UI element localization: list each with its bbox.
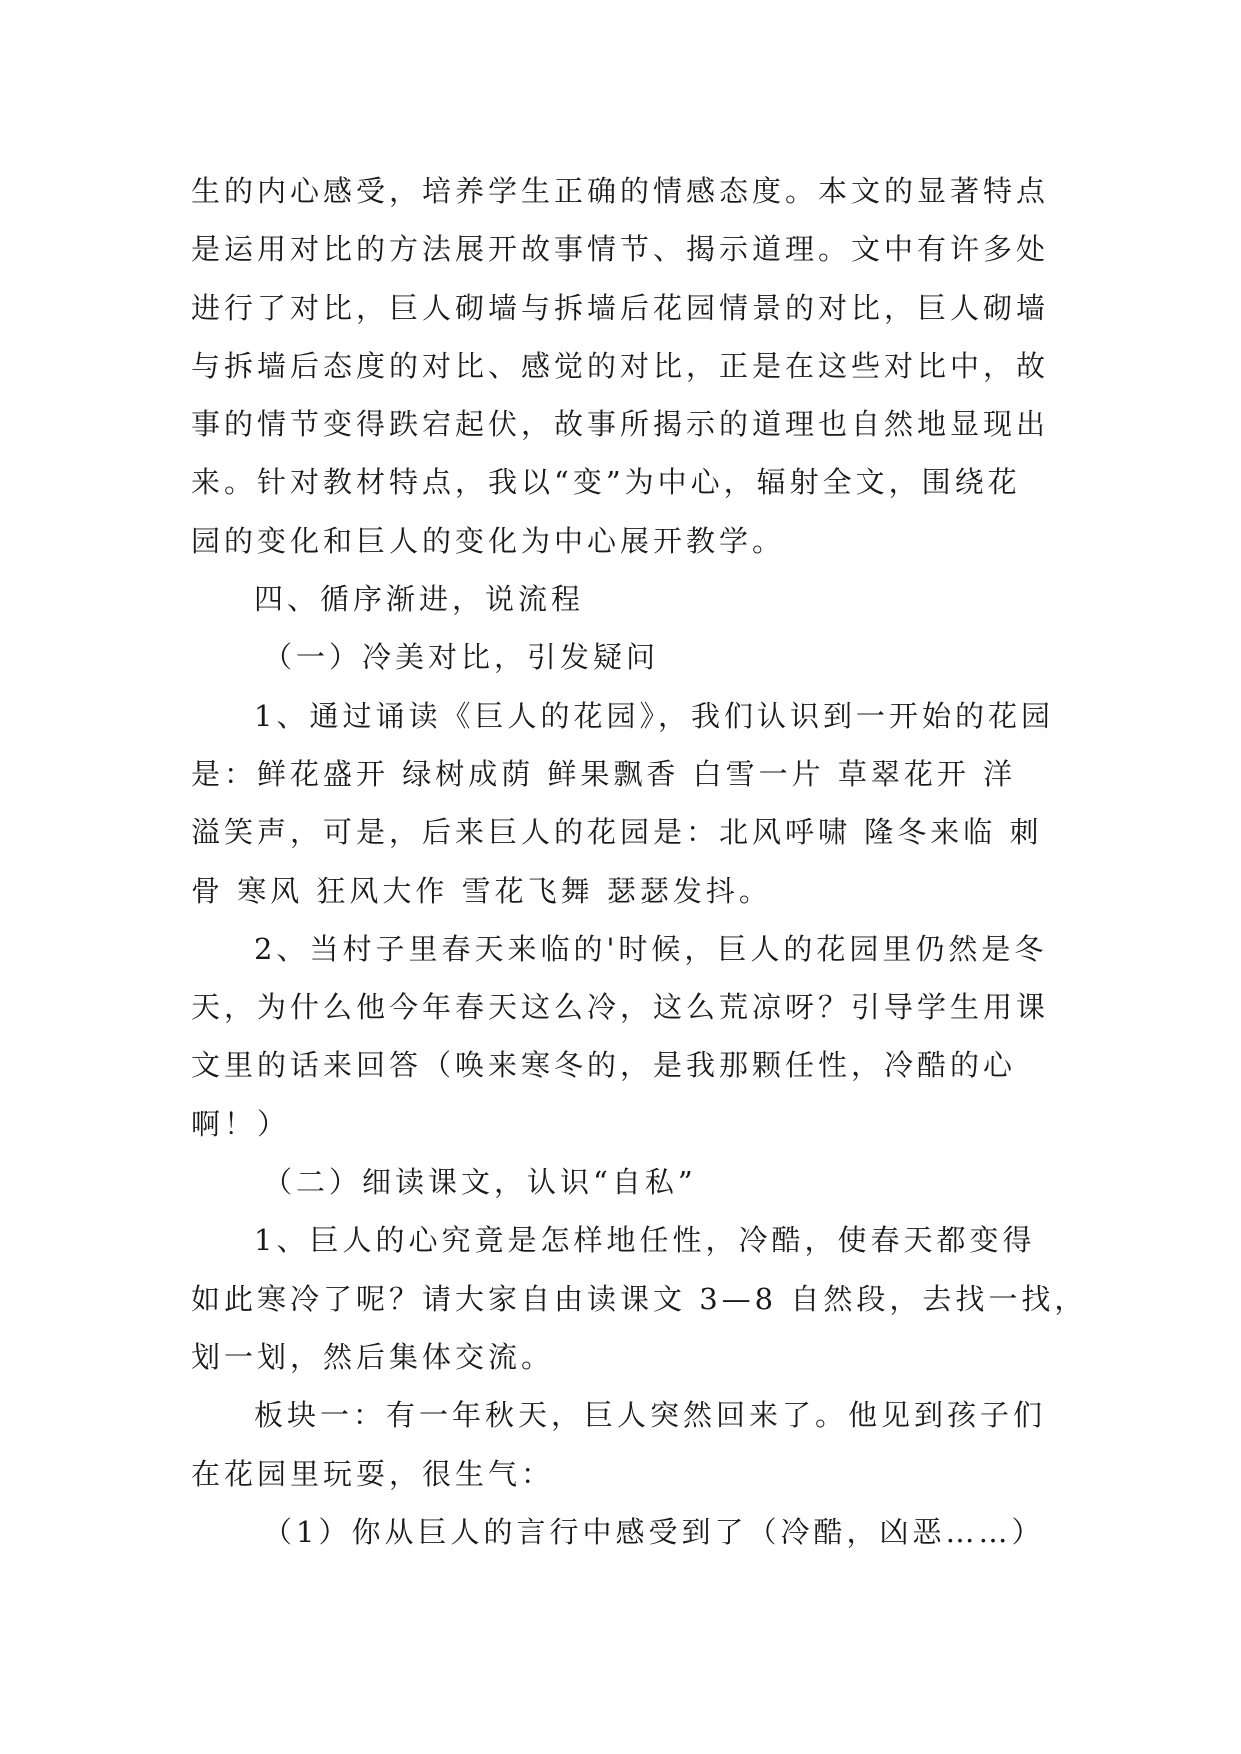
list-item-1-line-2: 是：鲜花盛开 绿树成荫 鲜果飘香 白雪一片 草翠花开 洋 xyxy=(191,756,1017,791)
block-1-item-1: （1）你从巨人的言行中感受到了（冷酷，凶恶……） xyxy=(263,1514,1045,1549)
list-item-2-line-3: 文里的话来回答（唤来寒冬的，是我那颗任性，冷酷的心 xyxy=(191,1048,1017,1083)
list-item-1-line-4: 骨 寒风 狂风大作 雪花飞舞 瑟瑟发抖。 xyxy=(191,873,772,908)
subsection-heading-2: （二）细读课文，认识“自私” xyxy=(263,1165,697,1200)
list-item-2-line-1: 2、当村子里春天来临的'时候，巨人的花园里仍然是冬 xyxy=(254,931,1048,966)
list-item-3-line-3: 划一划，然后集体交流。 xyxy=(191,1339,555,1374)
list-item-2-line-2: 天，为什么他今年春天这么冷，这么荒凉呀？引导学生用课 xyxy=(191,990,1050,1025)
section-heading-4: 四、循序渐进，说流程 xyxy=(254,582,585,617)
paragraph-line-2: 是运用对比的方法展开故事情节、揭示道理。文中有许多处 xyxy=(191,232,1050,267)
list-item-3-line-2: 如此寒冷了呢？请大家自由读课文 3—8 自然段，去找一找， xyxy=(191,1281,1088,1316)
document-body xyxy=(191,162,1088,1561)
paragraph-line-4: 与拆墙后态度的对比、感觉的对比，正是在这些对比中，故 xyxy=(191,348,1050,383)
list-item-3-line-1: 1、巨人的心究竟是怎样地任性，冷酷，使春天都变得 xyxy=(254,1223,1036,1258)
paragraph-line-1: 生的内心感受，培养学生正确的情感态度。本文的显著特点 xyxy=(191,174,1050,208)
subsection-heading-1: （一）冷美对比，引发疑问 xyxy=(263,640,660,675)
list-item-2-line-4: 啊！） xyxy=(191,1106,291,1141)
paragraph-line-6: 来。针对教材特点，我以“变”为中心，辐射全文，围绕花 xyxy=(191,465,1021,500)
list-item-1-line-3: 溢笑声，可是，后来巨人的花园是：北风呼啸 隆冬来临 刺 xyxy=(191,815,1043,850)
block-1-line-1: 板块一：有一年秋天，巨人突然回来了。他见到孩子们 xyxy=(254,1398,1047,1433)
paragraph-line-7: 园的变化和巨人的变化为中心展开教学。 xyxy=(191,523,786,558)
paragraph-line-3: 进行了对比，巨人砌墙与拆墙后花园情景的对比，巨人砌墙 xyxy=(191,290,1050,325)
list-item-1-line-1: 1、通过诵读《巨人的花园》，我们认识到一开始的花园 xyxy=(254,698,1054,733)
paragraph-line-5: 事的情节变得跌宕起伏，故事所揭示的道理也自然地显现出 xyxy=(191,407,1050,442)
block-1-line-2: 在花园里玩耍，很生气： xyxy=(191,1456,555,1491)
